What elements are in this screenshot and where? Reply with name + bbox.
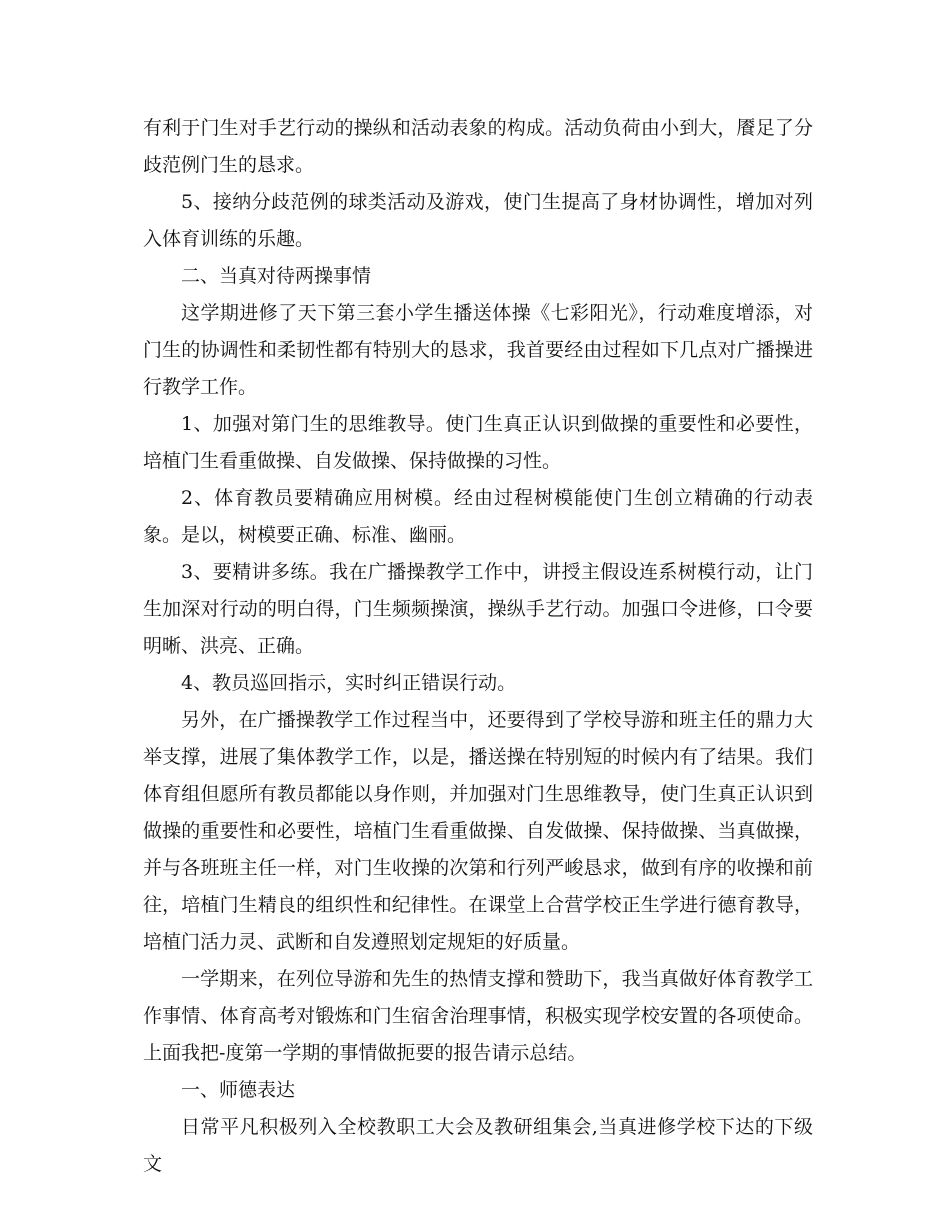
section-heading: 二、当真对待两操事情 [181,265,372,287]
paragraph: 2、体育教员要精确应用树模。经由过程树模能使门生创立精确的行动表象。是以，树模要正确、标准、幽丽。 [143,487,813,546]
paragraph: 5、接纳分歧范例的球类活动及游戏，使门生提高了身材协调性，增加对列入体育训练的乐趣。 [143,191,813,250]
paragraph: 1、加强对第门生的思维教导。使门生真正认识到做操的重要性和必要性，培植门生看重做操、自发做操、保持做操的习性。 [143,413,813,472]
document-body [143,110,813,1183]
paragraph: 另外，在广播操教学工作过程当中，还要得到了学校导游和班主任的鼎力大举支撑，进展了集体教学工作，以是，播送操在特别短的时候内有了结果。我们体育组但愿所有教员都能以身作则，并加强对门生思维教导，使门生真正认识到做操的重要性和必要性，培植门生看重做操、自发做操、保持做操、当真做操，并与各班班主任一样，对门生收操的次第和行列严峻恳求，做到有序的收操和前往，培植门生精良的组织性和纪律性。在课堂上合营学校正生学进行德育教导，培植门活力灵、武断和自发遵照划定规矩的好质量。 [143,709,813,953]
paragraph: 有利于门生对手艺行动的操纵和活动表象的构成。活动负荷由小到大，餍足了分歧范例门生的恳求。 [143,117,813,176]
paragraph: 一学期来，在列位导游和先生的热情支撑和赞助下，我当真做好体育教学工作事情、体育高考对锻炼和门生宿舍治理事情，积极实现学校安置的各项使命。上面我把-度第一学期的事情做扼要的报告请示总结。 [143,968,813,1064]
paragraph: 这学期进修了天下第三套小学生播送体操《七彩阳光》，行动难度增添，对门生的协调性和柔韧性都有特别大的恳求，我首要经由过程如下几点对广播操进行教学工作。 [143,302,813,398]
paragraph: 3、要精讲多练。我在广播操教学工作中，讲授主假设连系树模行动，让门生加深对行动的明白得，门生频频操演，操纵手艺行动。加强口令进修，口令要明晰、洪亮、正确。 [143,561,813,657]
paragraph: 4、教员巡回指示，实时纠正错误行动。 [181,672,517,694]
paragraph: 日常平凡积极列入全校教职工大会及教研组集会,当真进修学校下达的下级文 [143,1116,813,1175]
section-heading: 一、师德表达 [181,1079,296,1101]
